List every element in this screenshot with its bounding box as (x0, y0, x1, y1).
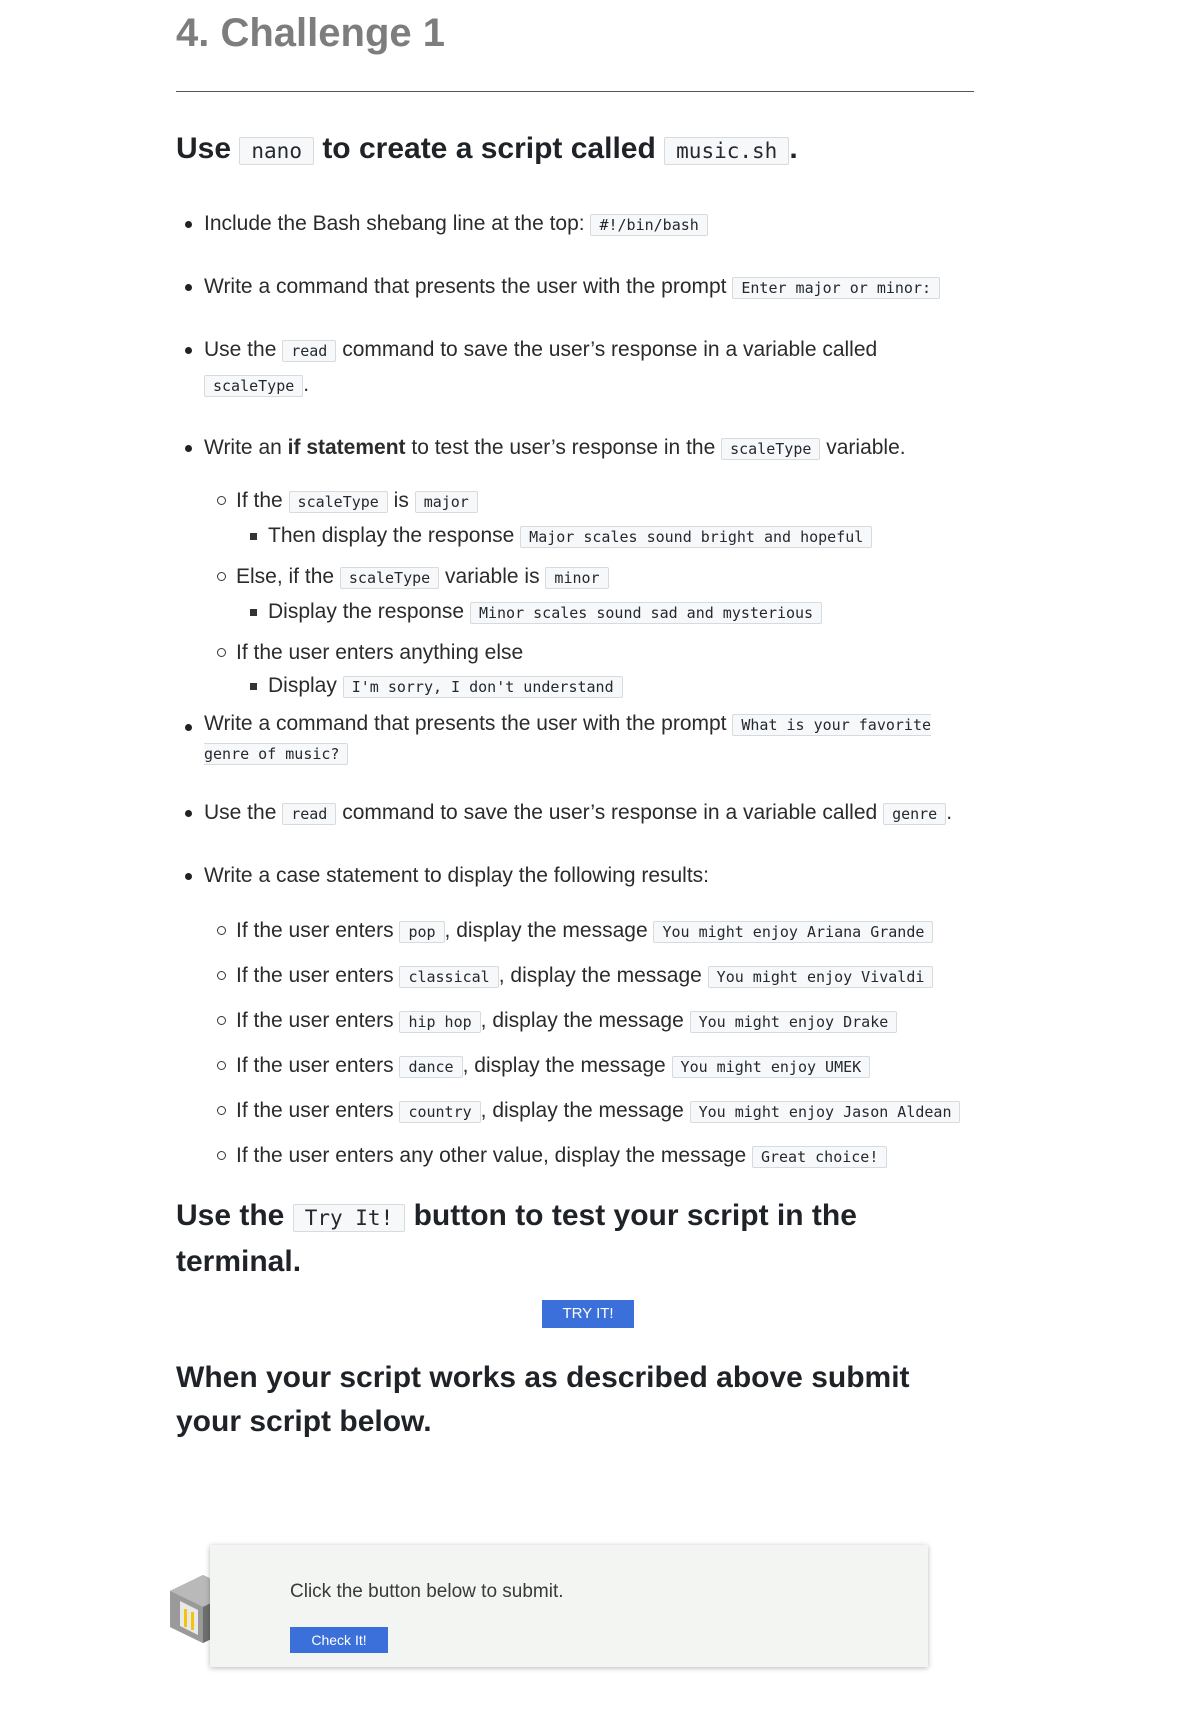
list-item: Write an if statement to test the user’s response in the scaleType variable. If the scaleType is major Then display the response Major scales sound bright and hopeful Else, if the scaleType variable is minor Display the response Minor scales sound sad and mysterious If the user enters anything else Display I'm sorry, I don't understand (176, 431, 976, 704)
list-item: Include the Bash shebang line at the top: #!/bin/bash (176, 207, 976, 242)
main-content (176, 0, 976, 1444)
list-item: If the user enters hip hop , display the message You might enjoy Drake (204, 1004, 976, 1039)
list-item: Then display the response Major scales sound bright and hopeful (236, 519, 976, 554)
case-sublist (204, 914, 976, 1174)
list-item: If the scaleType is major Then display the response Major scales sound bright and hopeful (204, 484, 976, 554)
check-panel (210, 1545, 928, 1667)
list-item: Write a command that presents the user with the prompt Enter major or minor: (176, 270, 976, 305)
submit-heading: When your script works as described above submit your script below. (176, 1361, 910, 1438)
list-item: If the user enters classical , display the message You might enjoy Vivaldi (204, 959, 976, 994)
try-heading: Use the Try It! button to test your script in the terminal. (176, 1199, 857, 1278)
title-divider (176, 91, 974, 92)
nano-code: nano (239, 137, 314, 165)
try-code: Try It! (293, 1204, 406, 1232)
list-item: Else, if the scaleType variable is minor Display the response Minor scales sound sad and mysterious (204, 560, 976, 630)
list-item: Use the read command to save the user’s response in a variable called genre . (176, 796, 976, 831)
intro-heading: Use nano to create a script called music.sh . (176, 132, 798, 165)
list-item: Write a command that presents the user with the prompt What is your favorite genre of music? (176, 710, 976, 768)
try-it-button[interactable]: TRY IT! (542, 1300, 633, 1328)
list-item: Use the read command to save the user’s response in a variable called scaleType . (176, 333, 976, 403)
check-it-button[interactable]: Check It! (290, 1627, 388, 1653)
list-item: If the user enters any other value, display the message Great choice! (204, 1139, 976, 1174)
page-title: 4. Challenge 1 (176, 11, 445, 55)
filename-code: music.sh (664, 137, 789, 165)
check-instructions: Click the button below to submit. (290, 1581, 564, 1602)
list-item: Write a case statement to display the following results: If the user enters pop , display the message You might enjoy Ariana Grande If the user enters classical , display the message You might enjoy Vivaldi If the user enters hip hop , display the message You might enjoy Drake If the user enters dance , display the message You might enjoy UMEK If the user enters country , display the message You might enjoy Jason Aldean If the user enters any other value, display the message Great choice! (176, 859, 976, 1174)
instructions-list (176, 207, 976, 1174)
list-item: If the user enters dance , display the message You might enjoy UMEK (204, 1049, 976, 1084)
list-item: If the user enters country , display the message You might enjoy Jason Aldean (204, 1094, 976, 1129)
list-item: If the user enters pop , display the message You might enjoy Ariana Grande (204, 914, 976, 949)
list-item: If the user enters anything else Display I'm sorry, I don't understand (204, 636, 976, 704)
list-item: Display the response Minor scales sound sad and mysterious (236, 595, 976, 630)
list-item: Display I'm sorry, I don't understand (236, 669, 976, 704)
if-sublist (204, 484, 976, 704)
